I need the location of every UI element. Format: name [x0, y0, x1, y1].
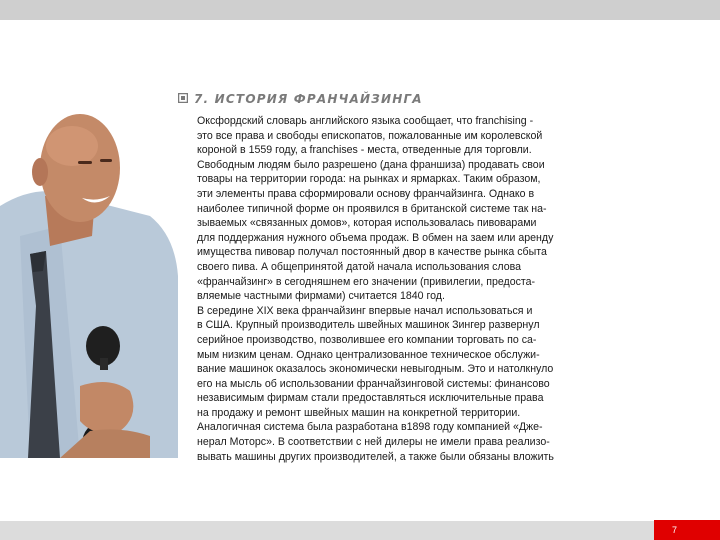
body-line: серийное производство, позволившее его компании торговать по са-: [197, 333, 537, 346]
body-line: на продажу и ремонт швейных машин на конкретной территории.: [197, 406, 521, 419]
body-line: мым низким ценам. Однако централизованное техническое обслужи-: [197, 348, 540, 361]
body-line: своего пива. А общепринятой датой начала использования слова: [197, 260, 522, 273]
body-line: в США. Крупный производитель швейных машинок Зингер развернул: [197, 319, 540, 332]
section-title: 7. ИСТОРИЯ ФРАНЧАЙЗИНГА: [194, 92, 423, 106]
body-line: вывать машины других производителей, а также были обязаны вложить: [197, 450, 554, 463]
body-line: это все права и свободы епископатов, пожалованные им королевской: [197, 129, 543, 142]
body-line: для поддержания нужного объема продаж. В обмен на заем или аренду: [197, 231, 554, 244]
page-number: 7: [654, 520, 720, 540]
body-line: имущества пивовар получал постоянный двор в качестве рынка сбыта: [197, 246, 547, 259]
title-bullet-icon: [178, 93, 188, 103]
body-line: Оксфордский словарь английского языка сообщает, что franchising -: [197, 115, 534, 127]
body-line: короной в 1559 году, а franchises - места, отведенные для торговли.: [197, 144, 532, 157]
body-line: Свободным людям было разрешено (дана франшиза) продавать свои: [197, 158, 545, 171]
body-line: Аналогичная система была разработана в1898 году компанией «Дже-: [197, 421, 543, 434]
body-line: его на мысль об использовании франчайзинговой системы: финансово: [197, 377, 550, 390]
body-line: наиболее типичной форме он проявился в британской системе так на-: [197, 202, 547, 215]
title-row: [178, 91, 578, 107]
man-with-microphone-photo: [0, 86, 178, 458]
body-line: зываемых «связанных домов», которая использовалась пивоварами: [197, 217, 537, 230]
body-line: товары на территории города: на рынках и ярмарках. Таким образом,: [197, 173, 541, 186]
body-line: независимым фирмам стали предоставляться исключительные права: [197, 392, 544, 405]
body-line: вляемые частными фирмами) считается 1840 год.: [197, 290, 445, 303]
body-line: эти элементы права сформировали основу франчайзинга. Однако в: [197, 187, 535, 200]
body-text: [197, 114, 609, 464]
body-line: вание машинок оказалось экономически невыгодным. Это и натолкнуло: [197, 363, 554, 376]
body-line: «франчайзинг» в сегодняшнем его значении (привилегии, предоста-: [197, 275, 536, 288]
top-band: [0, 0, 720, 20]
bottom-band: [0, 521, 720, 540]
body-line: нерал Моторс». В соответствии с ней дилеры не имели права реализо-: [197, 436, 550, 449]
body-line: В середине XIX века франчайзинг впервые начал использоваться и: [197, 304, 533, 317]
